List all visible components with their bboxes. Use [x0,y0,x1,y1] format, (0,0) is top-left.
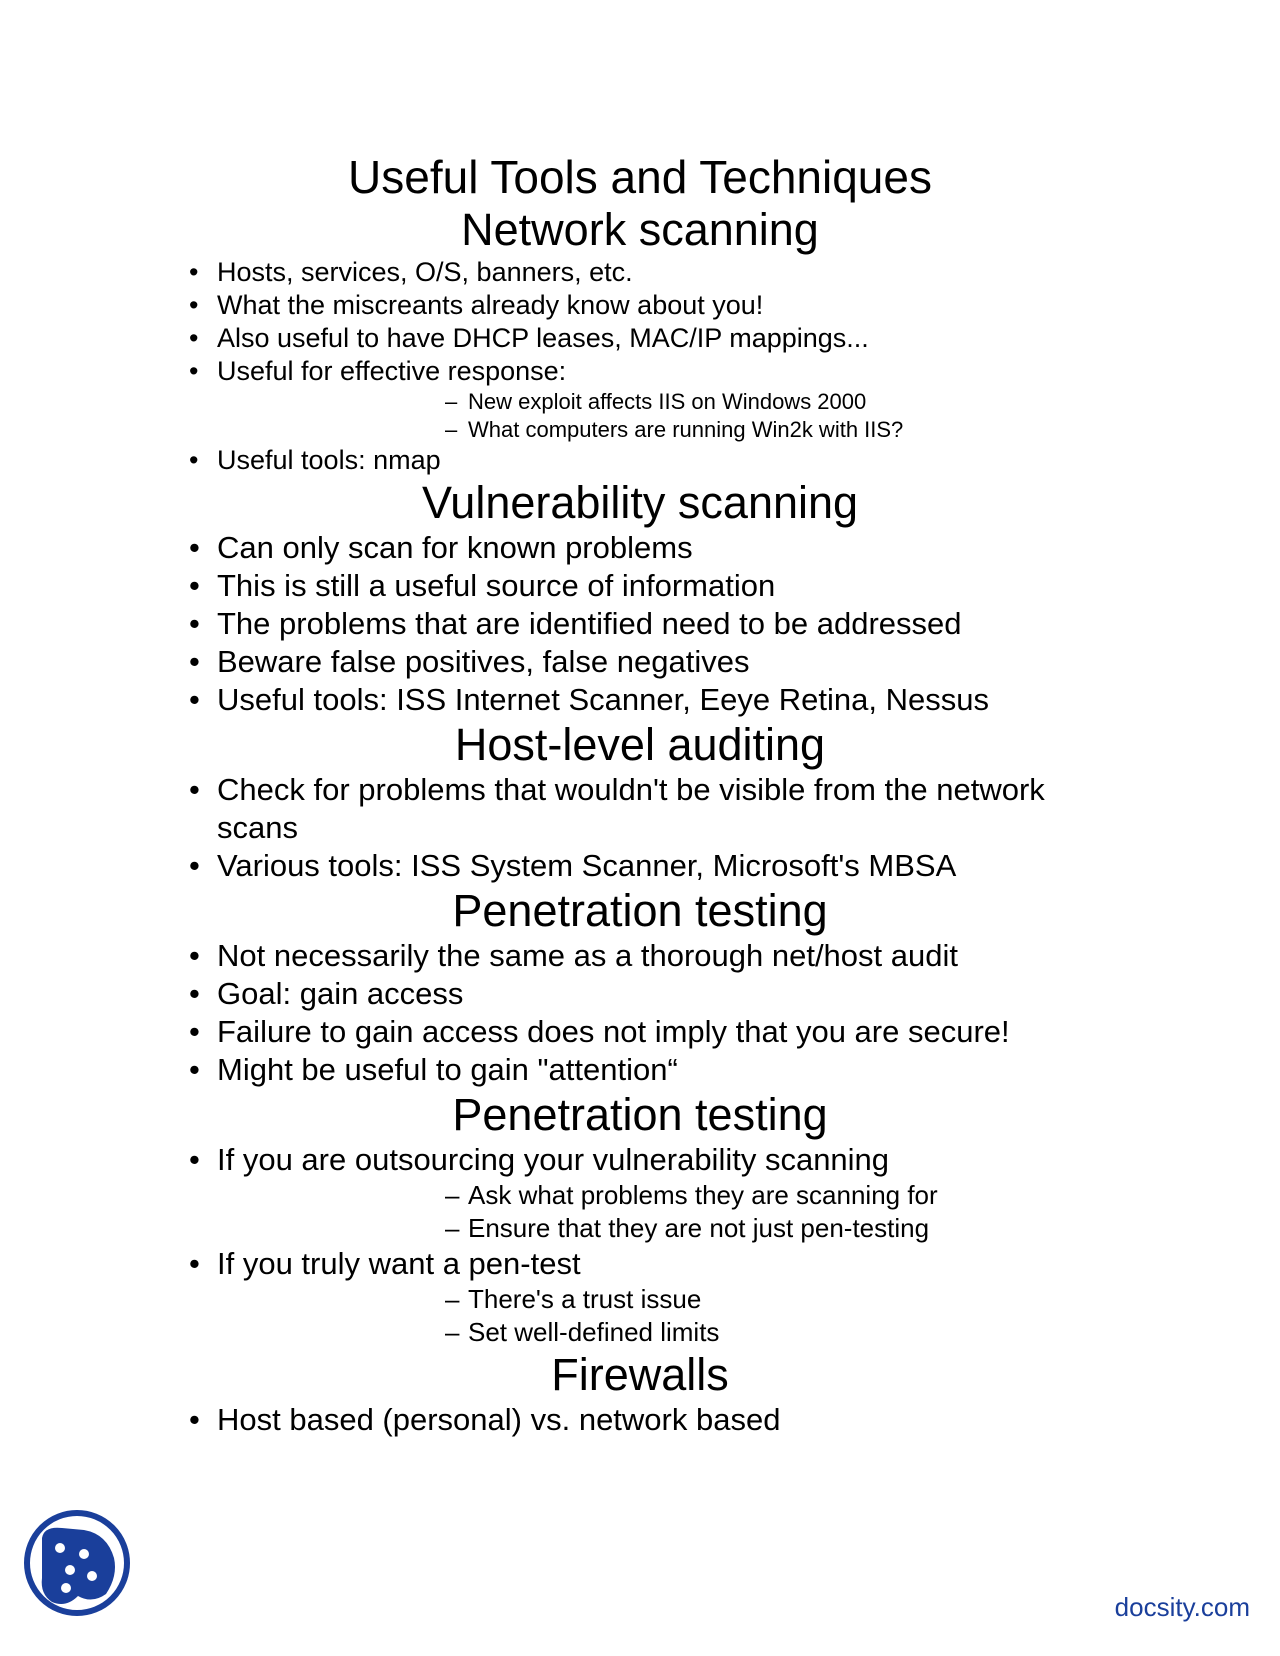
section-host-level-auditing [0,719,1280,885]
sub-bullet-item: – Ensure that they are not just pen-testing [217,1212,1080,1245]
sub-bullet-list [217,1179,1080,1245]
sub-bullet-item: – There's a trust issue [217,1283,1080,1316]
bullet-item [0,1401,1280,1439]
section-network-scanning [0,204,1280,477]
bullet-item [0,605,1280,643]
section-heading: Network scanning [461,204,819,255]
section-penetration-testing-2 [0,1089,1280,1349]
bullet-item [0,529,1280,567]
bullet-text: If you are outsourcing your vulnerability scanning [217,1142,890,1177]
bullet-item [0,322,1280,355]
bullet-list [0,529,1280,719]
bullet-list [0,256,1280,477]
sub-bullet-item: – What computers are running Win2k with IIS? [217,416,1080,444]
sub-bullet-item: – Set well-defined limits [217,1316,1080,1349]
bullet-item [0,643,1280,681]
bullet-text: Hosts, services, O/S, banners, etc. [217,257,633,287]
section-heading: Penetration testing [452,1089,828,1140]
bullet-item [0,289,1280,322]
bullet-text: Host based (personal) vs. network based [217,1402,781,1437]
bullet-item [0,256,1280,289]
sub-bullet-item: – New exploit affects IIS on Windows 2000 [217,388,1080,416]
bullet-item [0,771,1280,847]
bullet-list [0,1141,1280,1349]
bullet-text: Useful tools: nmap [217,445,441,475]
bullet-text: Also useful to have DHCP leases, MAC/IP mappings... [217,323,869,353]
bullet-text: Various tools: ISS System Scanner, Microsoft's MBSA [217,848,957,883]
bullet-item [0,444,1280,477]
bullet-item [0,681,1280,719]
section-heading: Vulnerability scanning [421,477,859,528]
bullet-item [0,1051,1280,1089]
bullet-text: Useful for effective response: [217,356,567,386]
sub-bullet-item: – Ask what problems they are scanning for [217,1179,1080,1212]
bullet-item [0,847,1280,885]
bullet-list [0,771,1280,885]
bullet-item [0,975,1280,1013]
content [0,204,1280,1439]
bullet-text: Goal: gain access [217,976,464,1011]
section-heading: Host-level auditing [454,719,826,770]
bullet-item [0,1013,1280,1051]
section-penetration-testing-1 [0,885,1280,1089]
bullet-list [0,937,1280,1089]
section-heading: Penetration testing [452,885,828,936]
bullet-text: Can only scan for known problems [217,530,693,565]
bullet-text: Beware false positives, false negatives [217,644,750,679]
page-title: Useful Tools and Techniques [348,151,932,203]
bullet-text: If you truly want a pen-test [217,1246,581,1281]
section-firewalls [0,1349,1280,1439]
bullet-item [0,567,1280,605]
bullet-text: What the miscreants already know about you! [217,290,764,320]
bullet-list [0,1401,1280,1439]
bullet-text: This is still a useful source of information [217,568,776,603]
bullet-text: Failure to gain access does not imply that you are secure! [217,1014,1010,1049]
brand-link[interactable]: docsity.com [1114,1592,1250,1622]
bullet-item [0,937,1280,975]
bullet-text: Useful tools: ISS Internet Scanner, Eeye Retina, Nessus [217,682,989,717]
bullet-item [0,1245,1280,1349]
section-heading: Firewalls [551,1349,729,1400]
bullet-text: Might be useful to gain "attention“ [217,1052,678,1087]
bullet-text: Check for problems that wouldn't be visible from the network scans [217,772,1045,845]
bullet-text: Not necessarily the same as a thorough net/host audit [217,938,958,973]
sub-bullet-list [217,388,1080,444]
docsity-logo-icon[interactable] [22,1508,132,1618]
bullet-text: The problems that are identified need to be addressed [217,606,962,641]
bullet-item [0,355,1280,444]
section-vulnerability-scanning [0,477,1280,719]
bullet-item [0,1141,1280,1245]
sub-bullet-list [217,1283,1080,1349]
